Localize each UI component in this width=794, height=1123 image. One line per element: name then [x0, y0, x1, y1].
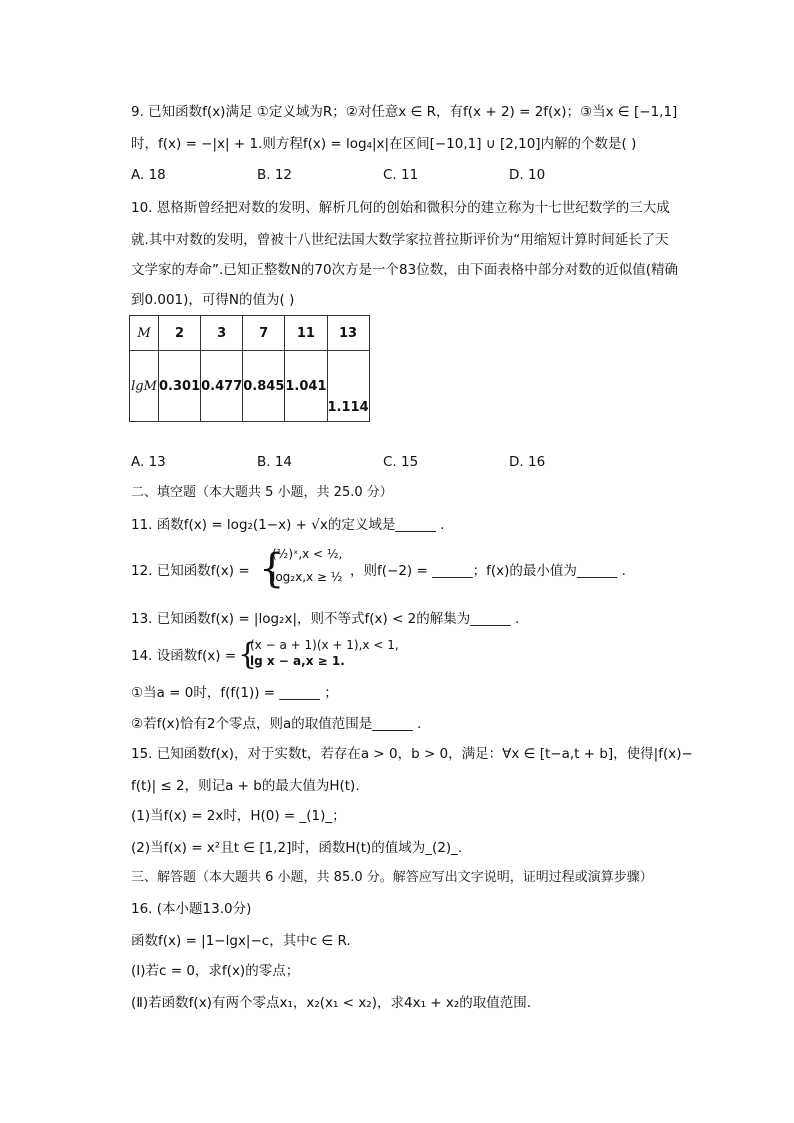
table-cell: 0.477: [201, 351, 243, 422]
table-cell: 7: [243, 316, 285, 351]
log-table: [129, 315, 370, 422]
q9-line-1: 9. 已知函数f(x)满足 ①定义域为R；②对任意x ∈ R，有f(x + 2) = 2f(x)；③当x ∈ [−1,1]: [131, 104, 678, 120]
table-cell: 0.301: [159, 351, 201, 422]
q14-part-2: ②若f(x)恰有2个零点，则a的取值范围是______ .: [131, 716, 422, 732]
q10-choice-a: A. 13: [131, 454, 166, 470]
q10-line-1: 10. 恩格斯曾经把对数的发明、解析几何的创始和微积分的建立称为十七世纪数学的三大成: [131, 200, 670, 216]
table-cell: 13: [327, 316, 369, 351]
section-fill-in-heading: 二、填空题（本大题共 5 小题，共 25.0 分）: [131, 485, 393, 500]
q9-line-2: 时，f(x) = −|x| + 1.则方程f(x) = log₄|x|在区间[−10,1] ∪ [2,10]内解的个数是( ): [131, 136, 637, 152]
q14-case-1: (x − a + 1)(x + 1),x < 1,: [250, 638, 399, 652]
log-table-row-m: [130, 316, 370, 351]
q14-prefix: 14. 设函数f(x) =: [131, 648, 237, 664]
table-cell: 2: [159, 316, 201, 351]
q15-line-1: 15. 已知函数f(x)，对于实数t，若存在a > 0，b > 0，满足：∀x ∈ [t−a,t + b]，使得|f(x)−: [131, 746, 693, 762]
q10-choice-c: C. 15: [383, 454, 419, 470]
q9-choice-b: B. 12: [257, 167, 293, 183]
q10-choice-d: D. 16: [509, 454, 546, 470]
q16-stem: 函数f(x) = |1−lgx|−c，其中c ∈ R.: [131, 933, 351, 949]
q15-part-1: (1)当f(x) = 2x时，H(0) = _(1)_；: [131, 808, 346, 824]
log-table-row-lgm: [130, 351, 370, 422]
q9-choice-c: C. 11: [383, 167, 419, 183]
q12-prefix: 12. 已知函数f(x) =: [131, 563, 250, 579]
q10-line-4: 到0.001)，可得N的值为( ): [131, 292, 295, 308]
table-cell: 1.114: [327, 351, 369, 422]
q16-part-2: (Ⅱ)若函数f(x)有两个零点x₁，x₂(x₁ < x₂)，求4x₁ + x₂的取值范围.: [131, 995, 532, 1011]
q11-line: 11. 函数f(x) = log₂(1−x) + √x的定义域是______ .: [131, 517, 445, 533]
table-cell: M: [130, 316, 159, 351]
q12-case-2: log₂x,x ≥ ½: [272, 570, 343, 584]
q14-brace: {: [238, 637, 258, 672]
q16-head: 16. (本小题13.0分): [131, 901, 252, 917]
table-cell: 1.041: [285, 351, 327, 422]
q12-suffix: ，则f(−2) = ______；f(x)的最小值为______ .: [350, 563, 626, 579]
q14-part-1: ①当a = 0时，f(f(1)) = ______ ；: [131, 685, 338, 701]
q16-part-1: (Ⅰ)若c = 0，求f(x)的零点；: [131, 963, 300, 979]
q10-choice-b: B. 14: [257, 454, 293, 470]
table-cell: lgM: [130, 351, 159, 422]
q12-brace: {: [259, 546, 285, 592]
q15-part-2: (2)当f(x) = x²且t ∈ [1,2]时，函数H(t)的值域为_(2)_.: [131, 840, 463, 856]
q9-choice-d: D. 10: [509, 167, 546, 183]
q15-line-2: f(t)| ≤ 2，则记a + b的最大值为H(t).: [131, 778, 360, 794]
table-cell: 11: [285, 316, 327, 351]
table-cell: 3: [201, 316, 243, 351]
q14-case-2: lg x − a,x ≥ 1.: [250, 654, 345, 668]
q12-case-1: (½)ˣ,x < ½,: [272, 547, 343, 561]
q10-line-2: 就.其中对数的发明，曾被十八世纪法国大数学家拉普拉斯评价为“用缩短计算时间延长了天: [131, 232, 669, 248]
q13-line: 13. 已知函数f(x) = |log₂x|，则不等式f(x) < 2的解集为______ .: [131, 611, 520, 627]
q10-line-3: 文学家的寿命”.已知正整数N的70次方是一个83位数，由下面表格中部分对数的近似值(精确: [131, 262, 679, 278]
table-cell: 0.845: [243, 351, 285, 422]
section-answer-heading: 三、解答题（本大题共 6 小题，共 85.0 分。解答应写出文字说明，证明过程或演算步骤）: [131, 870, 653, 885]
q9-choice-a: A. 18: [131, 167, 166, 183]
